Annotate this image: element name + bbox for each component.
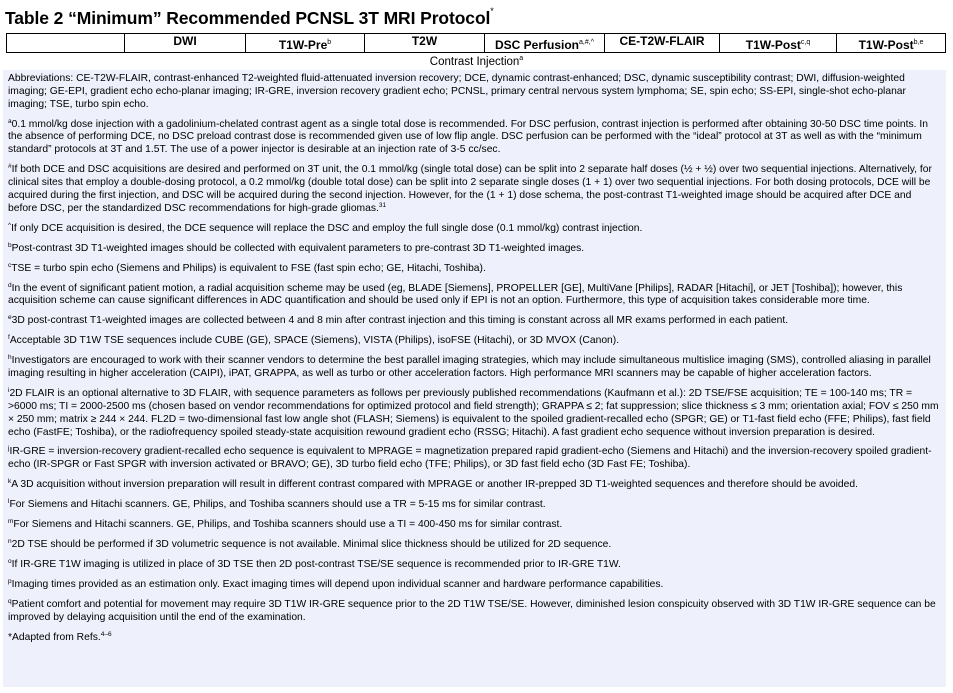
footnotes-panel (3, 70, 946, 687)
contrast-injection-label: Contrast Injection$^a$ (429, 55, 524, 68)
footnote-mark: q (8, 597, 12, 605)
footnote-text: In the event of significant patient motion, a radial acquisition scheme may be used (eg, BLADE [Siemens], PROPELLER [GE], MultiVane [Philips], RADAR [Hitachi], or JET [Toshiba]); however, this acquisition scheme can cause significant differences in ADC quantification and should be used only if EPI is not an option. Furthermore, this type of acquisition takes considerable more time. (8, 282, 903, 307)
footnote-text: If IR-GRE T1W imaging is utilized in place of 3D TSE then 2D post-contrast TSE/SE sequence is recommended prior to IR-GRE T1W. (11, 558, 621, 570)
footnote (8, 579, 941, 592)
footnote (8, 223, 941, 236)
footnote (8, 335, 941, 348)
footnote (8, 283, 941, 309)
footnote-text: Abbreviations: CE-T2W-FLAIR, contrast-enhanced T2-weighted fluid-attenuated inversion recovery; DCE, dynamic contrast-enhanced; DSC, dynamic susceptibility contrast; DWI, diffusion-weighted imaging; GE-EPI, gradient echo echo-planar imaging; IR-GRE, inversion recovery gradient echo; PCNSL, primary central nervous system lymphoma; SE, spin echo; SS-EPI, single-shot echo-planar imaging; TSE, turbo spin echo. (8, 73, 906, 110)
protocol-header-row (6, 33, 946, 53)
header-cell-dwi: DWI (124, 34, 245, 52)
footnote-text: Investigators are encouraged to work with their scanner vendors to determine the best parallel imaging strategies, which may include simultaneous multislice imaging (SMS), controlled aliasing in parallel imaging resulting in higher acceleration (CAIPI), iPAT, GRAPPA, as well as turbo or other acceleration factors. High performance MRI scanners may be capable of higher acceleration factors. (8, 355, 931, 380)
footnote (8, 315, 941, 328)
footnote-mark: n (8, 538, 12, 546)
footnote (8, 519, 941, 532)
footnote-mark: m (8, 518, 14, 526)
footnote-mark: ^ (8, 221, 12, 229)
header-cell-dsc-perfusion: DSC Perfusion$^{a,\#,\^{}}$ (484, 34, 604, 52)
footnote (8, 263, 941, 276)
header-cell-ce-t2w-flair: CE-T2W-FLAIR (604, 34, 719, 52)
footnote (8, 539, 941, 552)
table-title-footnote-mark: * (490, 6, 494, 16)
header-cell-t1w-pre: T1W-Pre$^b$ (245, 34, 364, 52)
footnote-mark: d (8, 281, 12, 289)
footnote-mark: c (8, 261, 12, 269)
footnote-mark: e (8, 314, 12, 322)
footnote-text: Post-contrast 3D T1-weighted images should be collected with equivalent parameters to pre-contrast 3D T1-weighted images. (11, 242, 585, 254)
footnote-text: 2D FLAIR is an optional alternative to 3D FLAIR, with sequence parameters as follows per previously published recommendations (Kaufmann et al.): 2D TSE/FSE acquisition; TE = 100-140 ms; TR = >6000 ms; TI = 2000-2500 ms (chosen based on vendor recommendations for optimized protocol and field strength); GRAPPA ≤ 2; fat suppression; slice thickness ≤ 3 mm; orientation axial; FOV ≤ 250 mm × 250 mm; matrix ≥ 244 × 244. FL2D = two-dimensional fast low angle shot (FLASH; Siemens) is equivalent to the spoiled gradient-recalled echo (SPGR; GE) or T1-fast field echo (FFE; Philips), fast field echo (FastFE; Toshiba), or the radiofrequency spoiled steady-state acquisition rewound gradient echo (RSSG; Hitachi). A fast gradient echo sequence without inversion preparation is desired. (8, 387, 939, 438)
footnote (8, 388, 941, 439)
table-title-text: Table 2 “Minimum” Recommended PCNSL 3T MRI Protocol (5, 8, 491, 28)
footnote (8, 355, 941, 381)
footnote (8, 119, 941, 158)
footnote-mark: b (8, 241, 12, 249)
footnote-text: *Adapted from Refs. (8, 631, 101, 643)
footnote (8, 73, 941, 112)
footnote-mark: # (8, 163, 12, 171)
footnote-mark: i (8, 386, 10, 394)
footnote-text: Imaging times provided as an estimation only. Exact imaging times will depend upon individual scanner and hardware performance capabilities. (11, 578, 664, 590)
footnote (8, 479, 941, 492)
table-title (5, 6, 494, 29)
footnote (8, 164, 941, 215)
footnote-text: If both DCE and DSC acquisitions are desired and performed on 3T unit, the 0.1 mmol/kg (single total dose) can be split into 2 separate half doses (½ + ½) over two sequential injections. Alternatively, for clinical sites that employ a double-dosing protocol, a 0.2 mmol/kg (double total dose) can be split into 2 separate single doses (1 + 1) over two sequential injections. For both dosing protocols, DCE will be acquired during the first injection, and DSC will be acquired during the second injection. However, for the (1 + 1) dose schema, the post-contrast T1-weighted image should be acquired after DCE and before DSC, per the standardized DSC recommendations for high-grade gliomas. (8, 164, 932, 214)
footnote (8, 632, 941, 645)
footnote-text: 0.1 mmol/kg dose injection with a gadolinium-chelated contrast agent as a single total dose is recommended. For DSC perfusion, contrast injection is performed after obtaining 30-50 DSC time points. In the absence of performing DCE, no DSC preload contrast dose is recommended given use of low flip angle. DSC perfusion can be performed with the “ideal” protocol at 3T as well as with the “minimum standard” protocols at 3T and 1.5T. The use of a power injector is desirable at an injection rate of 3-5 cc/sec. (8, 118, 928, 156)
header-cell-t2w: T2W (364, 34, 484, 52)
header-cell-t1w-post-1: T1W-Post$^{c,q}$ (719, 34, 836, 52)
footnote-mark: p (8, 577, 12, 585)
footnote-mark: k (8, 478, 12, 486)
footnote-mark: a (8, 117, 12, 125)
footnote-text: Patient comfort and potential for movement may require 3D T1W IR-GRE sequence prior to the 2D T1W TSE/SE. However, diminished lesion conspicuity observed with 3D T1W IR-GRE sequence can be improved by delaying acquisition until the end of the examination. (8, 598, 936, 623)
footnote (8, 599, 941, 625)
footnote-mark: l (8, 498, 10, 506)
footnote-mark: j (8, 445, 10, 453)
footnote-text: IR-GRE = inversion-recovery gradient-recalled echo sequence is equivalent to MPRAGE = magnetization prepared rapid gradient-echo (Siemens and Hitachi) and the inversion-recovery spoiled gradient-echo (IR-SPGR or Fast SPGR with inversion activated or BRAVO; GE), 3D turbo field echo (TFE; Philips), or 3D fast field echo (3D Fast FE; Toshiba). (8, 446, 932, 471)
footnote (8, 559, 941, 572)
footnote-reference: 4–6 (100, 630, 112, 638)
footnote (8, 243, 941, 256)
footnote-mark: o (8, 557, 12, 565)
footnote-text: For Siemens and Hitachi scanners. GE, Philips, and Toshiba scanners should use a TR = 5-15 ms for similar contrast. (9, 499, 546, 511)
footnote-text: 3D post-contrast T1-weighted images are collected between 4 and 8 min after contrast injection and this timing is constant across all MR exams performed in each patient. (11, 315, 789, 327)
footnote-text: Acceptable 3D T1W TSE sequences include CUBE (GE), SPACE (Siemens), VISTA (Philips), isoFSE (Hitachi), or 3D MVOX (Canon). (9, 335, 620, 347)
header-cell-blank (7, 34, 124, 52)
header-cell-t1w-post-2: T1W-Post$^{b,e}$ (836, 34, 945, 52)
footnote-mark: h (8, 354, 12, 362)
footnote-text: If only DCE acquisition is desired, the DCE sequence will replace the DSC and employ the full single dose (0.1 mmol/kg) contrast injection. (11, 222, 643, 234)
footnote-mark: f (8, 334, 10, 342)
footnote-reference: 31 (378, 201, 387, 209)
footnote (8, 446, 941, 472)
footnote-text: 2D TSE should be performed if 3D volumetric sequence is not available. Minimal slice thickness should be utilized for 2D sequence. (11, 539, 612, 551)
footnote-text: For Siemens and Hitachi scanners. GE, Philips, and Toshiba scanners should use a TI = 400-450 ms for similar contrast. (13, 519, 563, 531)
footnote-text: TSE = turbo spin echo (Siemens and Philips) is equivalent to FSE (fast spin echo; GE, Hitachi, Toshiba). (11, 262, 486, 274)
footnote-text: A 3D acquisition without inversion preparation will result in different contrast compared with MPRAGE or another IR-prepped 3D T1-weighted sequences and therefore should be avoided. (11, 479, 858, 491)
footnote (8, 499, 941, 512)
